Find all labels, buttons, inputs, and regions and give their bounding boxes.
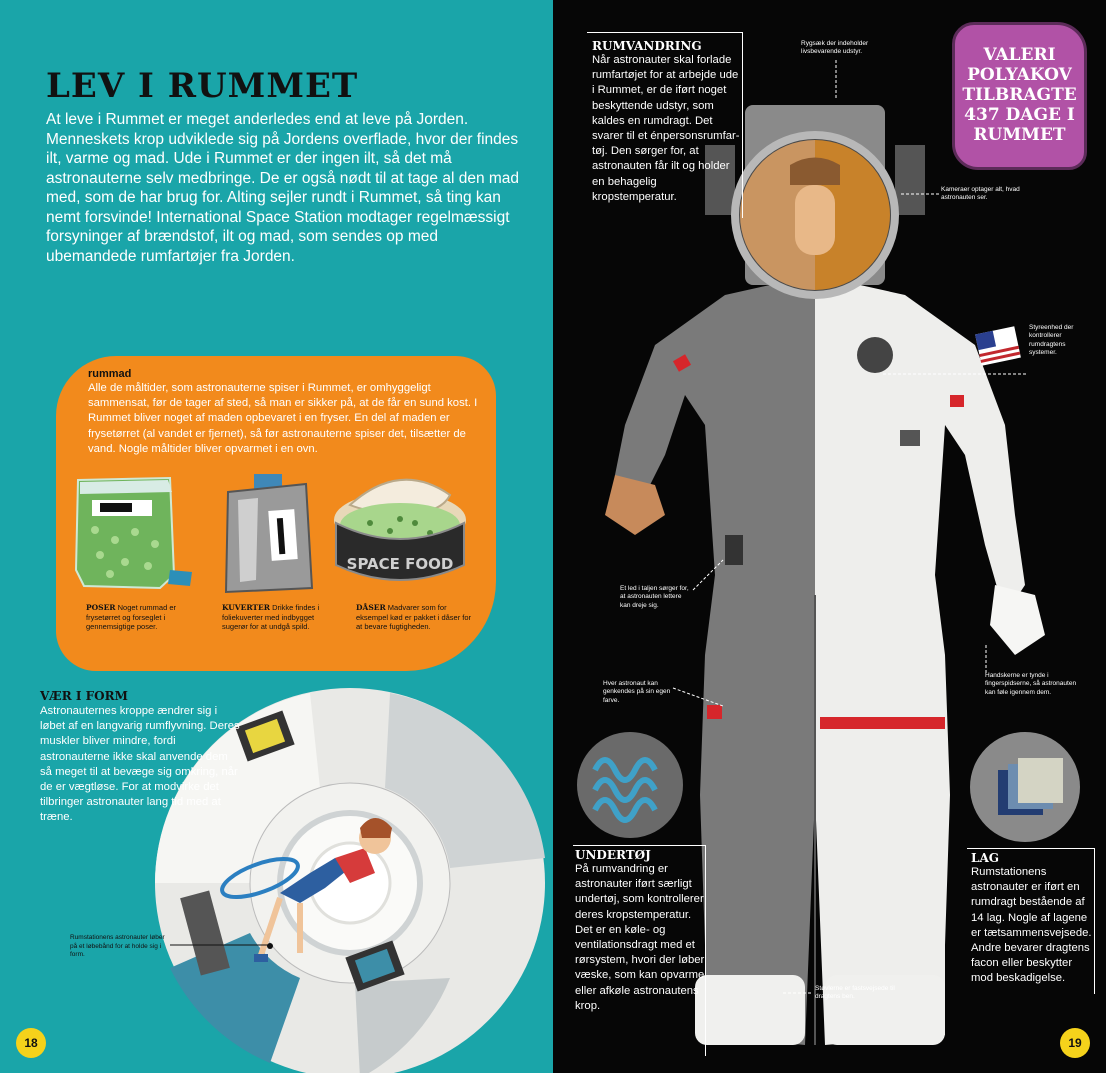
can-label: SPACE FOOD bbox=[346, 555, 454, 573]
camera-pointer bbox=[901, 193, 941, 195]
waist-pointer bbox=[693, 560, 723, 590]
caption-bags bbox=[86, 603, 206, 632]
page-title: LEV I RUMMET bbox=[46, 66, 359, 106]
label-boots: Støvlerne er fastsvejsede til dragtens ben. bbox=[815, 985, 895, 1001]
caption-pouches bbox=[222, 603, 342, 632]
caption-bags-label: POSER bbox=[86, 603, 116, 612]
layers-text: Rumstationens astronauter er iført en rumdragt bestående af 14 lag. Nogle af lagene er tætsammensvejsede. Andre bevarer dragtens facon eller beskytter mod beskadigelse. bbox=[971, 866, 1092, 985]
treadmill-pointer bbox=[170, 943, 270, 947]
food-heading: rummad bbox=[88, 368, 132, 380]
caption-cans-label: DÅSER bbox=[356, 603, 386, 612]
underwear-detail-illustration bbox=[575, 730, 685, 840]
color-pointer bbox=[673, 688, 723, 708]
backpack-pointer bbox=[835, 60, 837, 100]
right-page bbox=[553, 0, 1106, 1073]
fitness-heading: VÆR I FORM bbox=[40, 689, 128, 703]
layers-box bbox=[967, 848, 1095, 994]
page-number-right: 19 bbox=[1060, 1028, 1090, 1058]
label-color: Hver astronaut kan genkendes på sin egen farve. bbox=[603, 680, 671, 704]
page-number-left: 18 bbox=[16, 1028, 46, 1058]
layers-heading: LAG bbox=[971, 851, 999, 865]
underwear-heading: UNDERTØJ bbox=[575, 848, 651, 862]
label-control: Styreenhed der kontrollerer rumdragtens systemer. bbox=[1029, 324, 1074, 356]
caption-bags-text: Noget rummad er frysetørret og forseglet i gennemsigtige poser. bbox=[86, 603, 176, 631]
caption-pouches-text: Drikke findes i foliekuverter med indbygget sugerør for at undgå spild. bbox=[222, 603, 320, 631]
label-gloves: Handskerne er tynde i fingerspidserne, så astronauten kan føle igennem dem. bbox=[985, 672, 1077, 696]
label-waist: Et led i taljen sørger for, at astronauten lettere kan dreje sig. bbox=[620, 585, 689, 609]
caption-cans-text: Madvarer som for eksempel kød er pakket i dåser for at bevare fugtigheden. bbox=[356, 603, 472, 631]
fitness-text: Astronauternes kroppe ændrer sig i løbet af en langvarig rumflyvning. Deres muskler bliver mindre, fordi astronauterne ikke skal anvende dem så meget til at bevæge sig omkring, når de er vægtløse. For at modvirke det tilbringer astronauter lang tid med at træne. bbox=[40, 705, 240, 824]
underwear-box bbox=[573, 845, 706, 1056]
caption-pouches-label: KUVERTER bbox=[222, 603, 270, 612]
treadmill-note: Rumstationens astronauter løber på et løbebånd for at holde sig i form. bbox=[70, 934, 165, 958]
layers-detail-illustration bbox=[968, 730, 1083, 845]
spacewalk-heading: RUMVANDRING bbox=[592, 39, 702, 53]
intro-text: At leve i Rummet er meget anderledes end at leve på Jorden. Menneskets krop udviklede sig på Jordens overflade, hvor der findes ilt, varme og mad. Ude i Rummet er der ingen ilt, så det må astronauterne selv medbringe. De er også nødt til at tage al den mad med, som de har brug for. Alting sejler rundt i Rummet, så ting kan nemt forsvinde! International Space Station modtager regelmæssigt forsyninger af brændstof, ilt og mad, som sendes op med ubemandede rumfartøjer fra Jorden. bbox=[46, 111, 520, 265]
control-pointer bbox=[883, 373, 1028, 375]
label-camera: Kameraer optager alt, hvad astronauten ser. bbox=[941, 186, 1020, 202]
food-text: Alle de måltider, som astronauterne spiser i Rummet, er omhyggeligt sammensat, før de tager af sted, så man er sikker på, at de får en sund kost. I Rummet bliver noget af maden opbevaret i en fryser. En del af maden er frysetørret (al vandet er fjernet), så før astronauterne spiser det, tilsætter de vand. Nogle måltider bliver opvarmet i en ovn. bbox=[88, 382, 478, 455]
boots-pointer bbox=[783, 992, 813, 994]
underwear-text: På rumvandring er astronauter iført særligt undertøj, som kontrollerer deres kropstemperatur. Det er en køle- og ventilationsdragt med et rørsystem, hvori der løber væske, som kan opvarme eller afkøle astronautens krop. bbox=[575, 863, 705, 1012]
record-box: VALERI POLYAKOV TILBRAGTE 437 DAGE I RUMMET bbox=[952, 22, 1087, 170]
drink-pouch-illustration bbox=[218, 470, 328, 600]
caption-cans bbox=[356, 603, 476, 632]
food-bag-illustration bbox=[70, 470, 200, 595]
label-backpack: Rygsæk der indeholder livsbevarende udstyr. bbox=[801, 40, 869, 56]
gloves-pointer bbox=[985, 645, 987, 673]
spacewalk-box bbox=[587, 32, 743, 218]
food-can-illustration bbox=[330, 465, 470, 595]
spacewalk-text: Når astronauter skal forlade rumfartøjet for at arbejde ude i Rummet, er de iført noget beskyttende udstyr, som kaldes en rumdragt. Det svarer til et énpersonsrumfar- tøj. Den sørger for, at astronauten får ilt og holder en behagelig kropstemperatur. bbox=[592, 54, 740, 203]
